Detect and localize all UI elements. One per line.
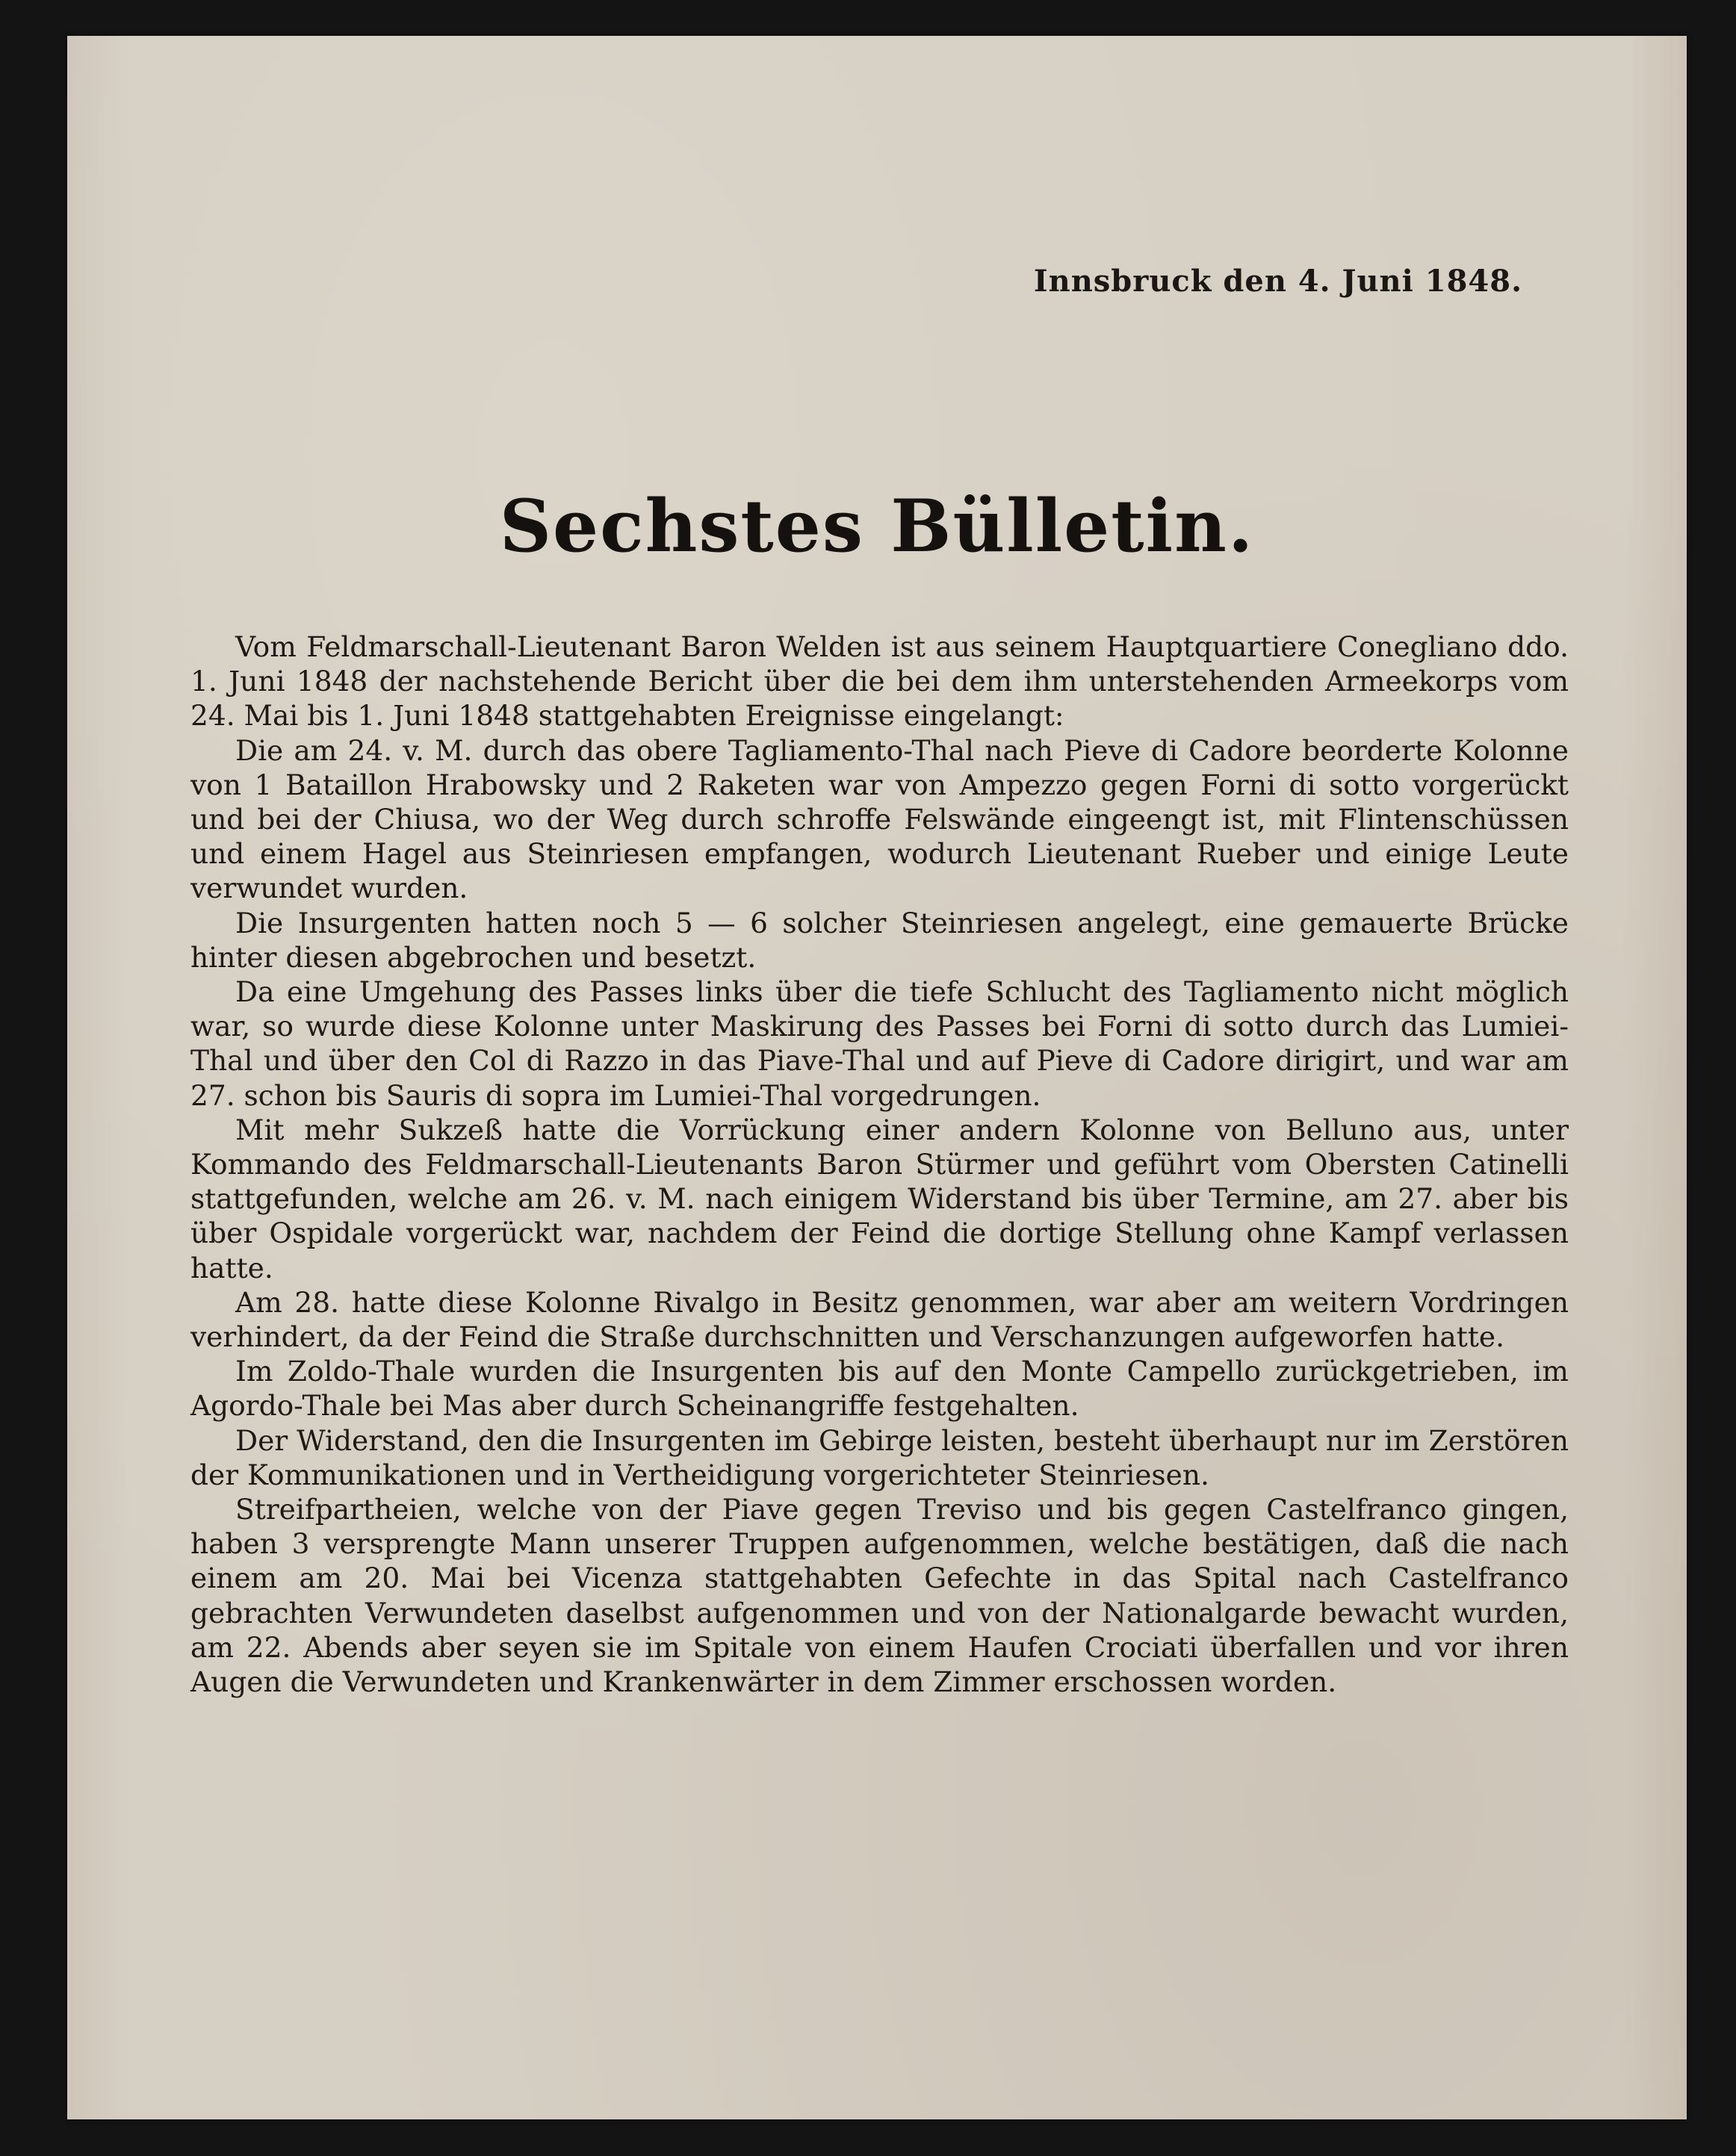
paragraph: Der Widerstand, den die Insurgenten im Gebirge leisten, besteht überhaupt nur im Zerstören der Kommunikationen und in Vertheidigung vorgerichteter Steinriesen. <box>190 1423 1569 1491</box>
paragraph: Streifpartheien, welche von der Piave gegen Treviso und bis gegen Castelfranco gingen, haben 3 versprengte Mann unserer Truppen aufgenommen, welche bestätigen, daß die nach einem am 20. Mai bei Vicenza stattgehabten Gefechte in das Spital nach Castelfranco gebrachten Verwundeten daselbst aufgenommen und von der Nationalgarde bewacht wurden, am 22. Abends aber seyen sie im Spitale von einem Haufen Crociati überfallen und vor ihren Augen die Verwundeten und Krankenwärter in dem Zimmer erschossen worden. <box>190 1493 1569 1699</box>
dateline: Innsbruck den 4. Juni 1848. <box>1033 264 1522 299</box>
paragraph: Mit mehr Sukzeß hatte die Vorrückung einer andern Kolonne von Belluno aus, unter Kommando des Feldmarschall-Lieutenants Baron Stürmer und geführt vom Obersten Catinelli stattgefunden, welche am 26. v. M. nach einigem Widerstand bis über Termine, am 27. aber bis über Ospidale vorgerückt war, nachdem der Feind die dortige Stellung ohne Kampf verlassen hatte. <box>190 1113 1569 1284</box>
paragraph: Die Insurgenten hatten noch 5 — 6 solcher Steinriesen angelegt, eine gemauerte Brücke hinter diesen abgebrochen und besetzt. <box>190 906 1569 974</box>
paragraph: Im Zoldo-Thale wurden die Insurgenten bis auf den Monte Campello zurückgetrieben, im Agordo-Thale bei Mas aber durch Scheinangriffe festgehalten. <box>190 1355 1569 1423</box>
document-sheet <box>67 36 1687 2119</box>
paragraph: Vom Feldmarschall-Lieutenant Baron Welden ist aus seinem Hauptquartiere Conegliano ddo. 1. Juni 1848 der nachstehende Bericht über die bei dem ihm unterstehenden Armeekorps vom 24. Mai bis 1. Juni 1848 stattgehabten Ereignisse eingelangt: <box>190 630 1569 733</box>
paragraph: Da eine Umgehung des Passes links über die tiefe Schlucht des Tagliamento nicht möglich war, so wurde diese Kolonne unter Maskirung des Passes bei Forni di sotto durch das Lumiei-Thal und über den Col di Razzo in das Piave-Thal und auf Pieve di Cadore dirigirt, und war am 27. schon bis Sauris di sopra im Lumiei-Thal vorgedrungen. <box>190 975 1569 1112</box>
paragraph: Die am 24. v. M. durch das obere Tagliamento-Thal nach Pieve di Cadore beorderte Kolonne von 1 Bataillon Hrabowsky und 2 Raketen war von Ampezzo gegen Forni di sotto vorgerückt und bei der Chiusa, wo der Weg durch schroffe Felswände eingeengt ist, mit Flintenschüssen und einem Hagel aus Steinriesen empfangen, wodurch Lieutenant Rueber und einige Leute verwundet wurden. <box>190 733 1569 905</box>
page-title: Sechstes Bülletin. <box>499 484 1255 568</box>
paragraph: Am 28. hatte diese Kolonne Rivalgo in Besitz genommen, war aber am weitern Vordringen verhindert, da der Feind die Straße durchschnitten und Verschanzungen aufgeworfen hatte. <box>190 1285 1569 1354</box>
bulletin-body <box>190 630 1569 1699</box>
